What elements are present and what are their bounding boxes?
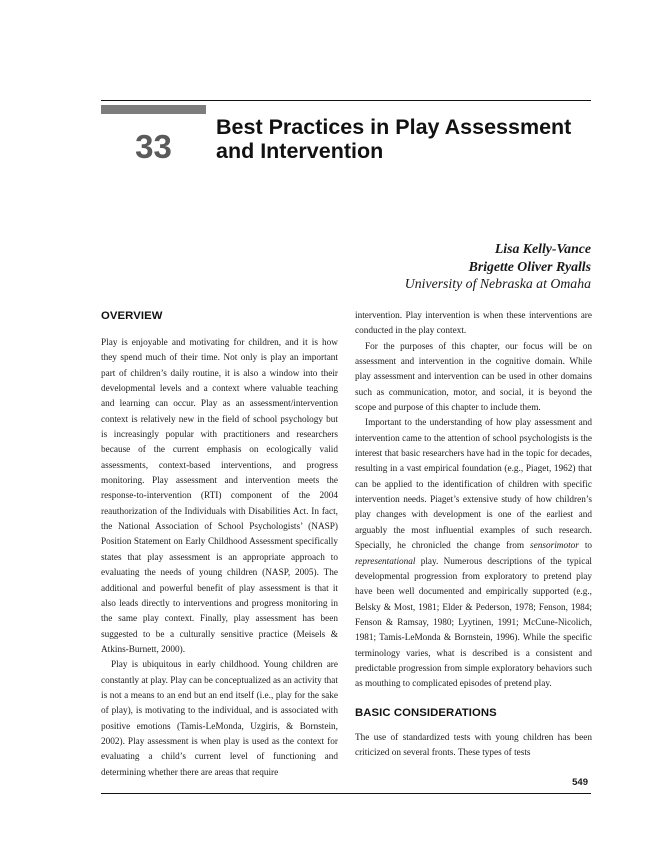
italic-term: representational [355,556,416,567]
author-block [405,240,591,293]
chapter-title-line-1: Best Practices in Play Assessment [216,115,572,139]
paragraph-text: Important to the understanding of how play assessment and intervention came to the attention of school psychologists is the interest that basic researchers have had in the topic for decades, resulting in a vast empirical foundation (e.g., Piaget, 1962) that can be applied to the identification of children with specific intervention needs. Piaget’s extensive study of how children’s play changes with development is one of the earliest and arguably the most influential examples of such research. Specially, he chronicled the change from [355,418,592,552]
chapter-title [216,115,596,163]
chapter-accent-bar [101,105,206,114]
right-column [355,309,592,761]
bottom-rule [101,793,591,794]
left-column [101,308,338,781]
top-rule [101,100,591,101]
author-name-2: Brigette Oliver Ryalls [468,258,591,274]
paragraph: The use of standardized tests with young children has been criticized on several fronts. These types of tests [355,732,592,758]
author-affiliation: University of Nebraska at Omaha [404,276,591,291]
chapter-title-line-2: and Intervention [216,139,384,163]
chapter-number: 33 [135,128,172,165]
section-heading-overview: OVERVIEW [101,310,163,322]
paragraph: Play is ubiquitous in early childhood. Young children are constantly at play. Play can be conceptualized as an activity that is not a means to an end but an end itself (i.e., play for the sake of play), is motivating to the individual, and is associated with positive emotions (Tamis-LeMonda, Uzgiris, & Bornstein, 2002). Play assessment is when play is used as the context for evaluating a child’s current level of functioning and determining whether there are areas that require [101,660,338,778]
paragraph-text: to [584,541,593,552]
italic-term: sensorimotor [530,541,579,552]
section-heading-basic-considerations: BASIC CONSIDERATIONS [355,706,497,719]
paragraph [355,416,592,692]
paragraph: intervention. Play intervention is when these interventions are conducted in the play context. [355,311,592,337]
page-number: 549 [572,777,588,788]
author-name-1: Lisa Kelly-Vance [494,241,591,256]
paragraph-text: play. Numerous descriptions of the typical developmental progression from exploratory to pretend play have been well documented and empirically supported (e.g., Belsky & Most, 1981; Elder & Pederson, 1978; Fenson, 1984; Fenson & Ramsay, 1980; Lyytinen, 1991; McCune-Nicolich, 1981; Tamis-LeMonda & Bornstein, 1996). While the specific terminology varies, what is described is a consistent and predictable progression from simple exploratory behaviors such as mouthing to complicated episodes of pretend play. [355,556,592,690]
paragraph: Play is enjoyable and motivating for children, and it is how they spend much of their time. Not only is play an important part of children’s daily routine, it is also a window into their developmental levels and a context where valuable teaching and learning can occur. Play as an assessment/intervention context is relatively new in the field of school psychology but is increasingly popular with practitioners and researchers because of the current emphasis on ecologically valid assessments, context-based interventions, and progress monitoring. Play assessment and intervention meets the response-to-intervention (RTI) component of the 2004 reauthorization of the Individuals with Disabilities Act. In fact, the National Association of School Psychologists’ (NASP) Position Statement on Early Childhood Assessment specifically states that play assessment is an appropriate approach to evaluating the needs of young children (NASP, 2005). The additional and powerful benefit of play assessment is that it also leads directly to interventions and progress monitoring in the same play context. Finally, play assessment has been suggested to be a culturally sensitive practice (Meisels & Atkins-Burnett, 2000). [101,338,338,655]
paragraph: For the purposes of this chapter, our focus will be on assessment and intervention in the cognitive domain. While play assessment and intervention can be used in other domains such as communication, motor, and social, it is beyond the scope and purpose of this chapter to include them. [355,341,592,414]
